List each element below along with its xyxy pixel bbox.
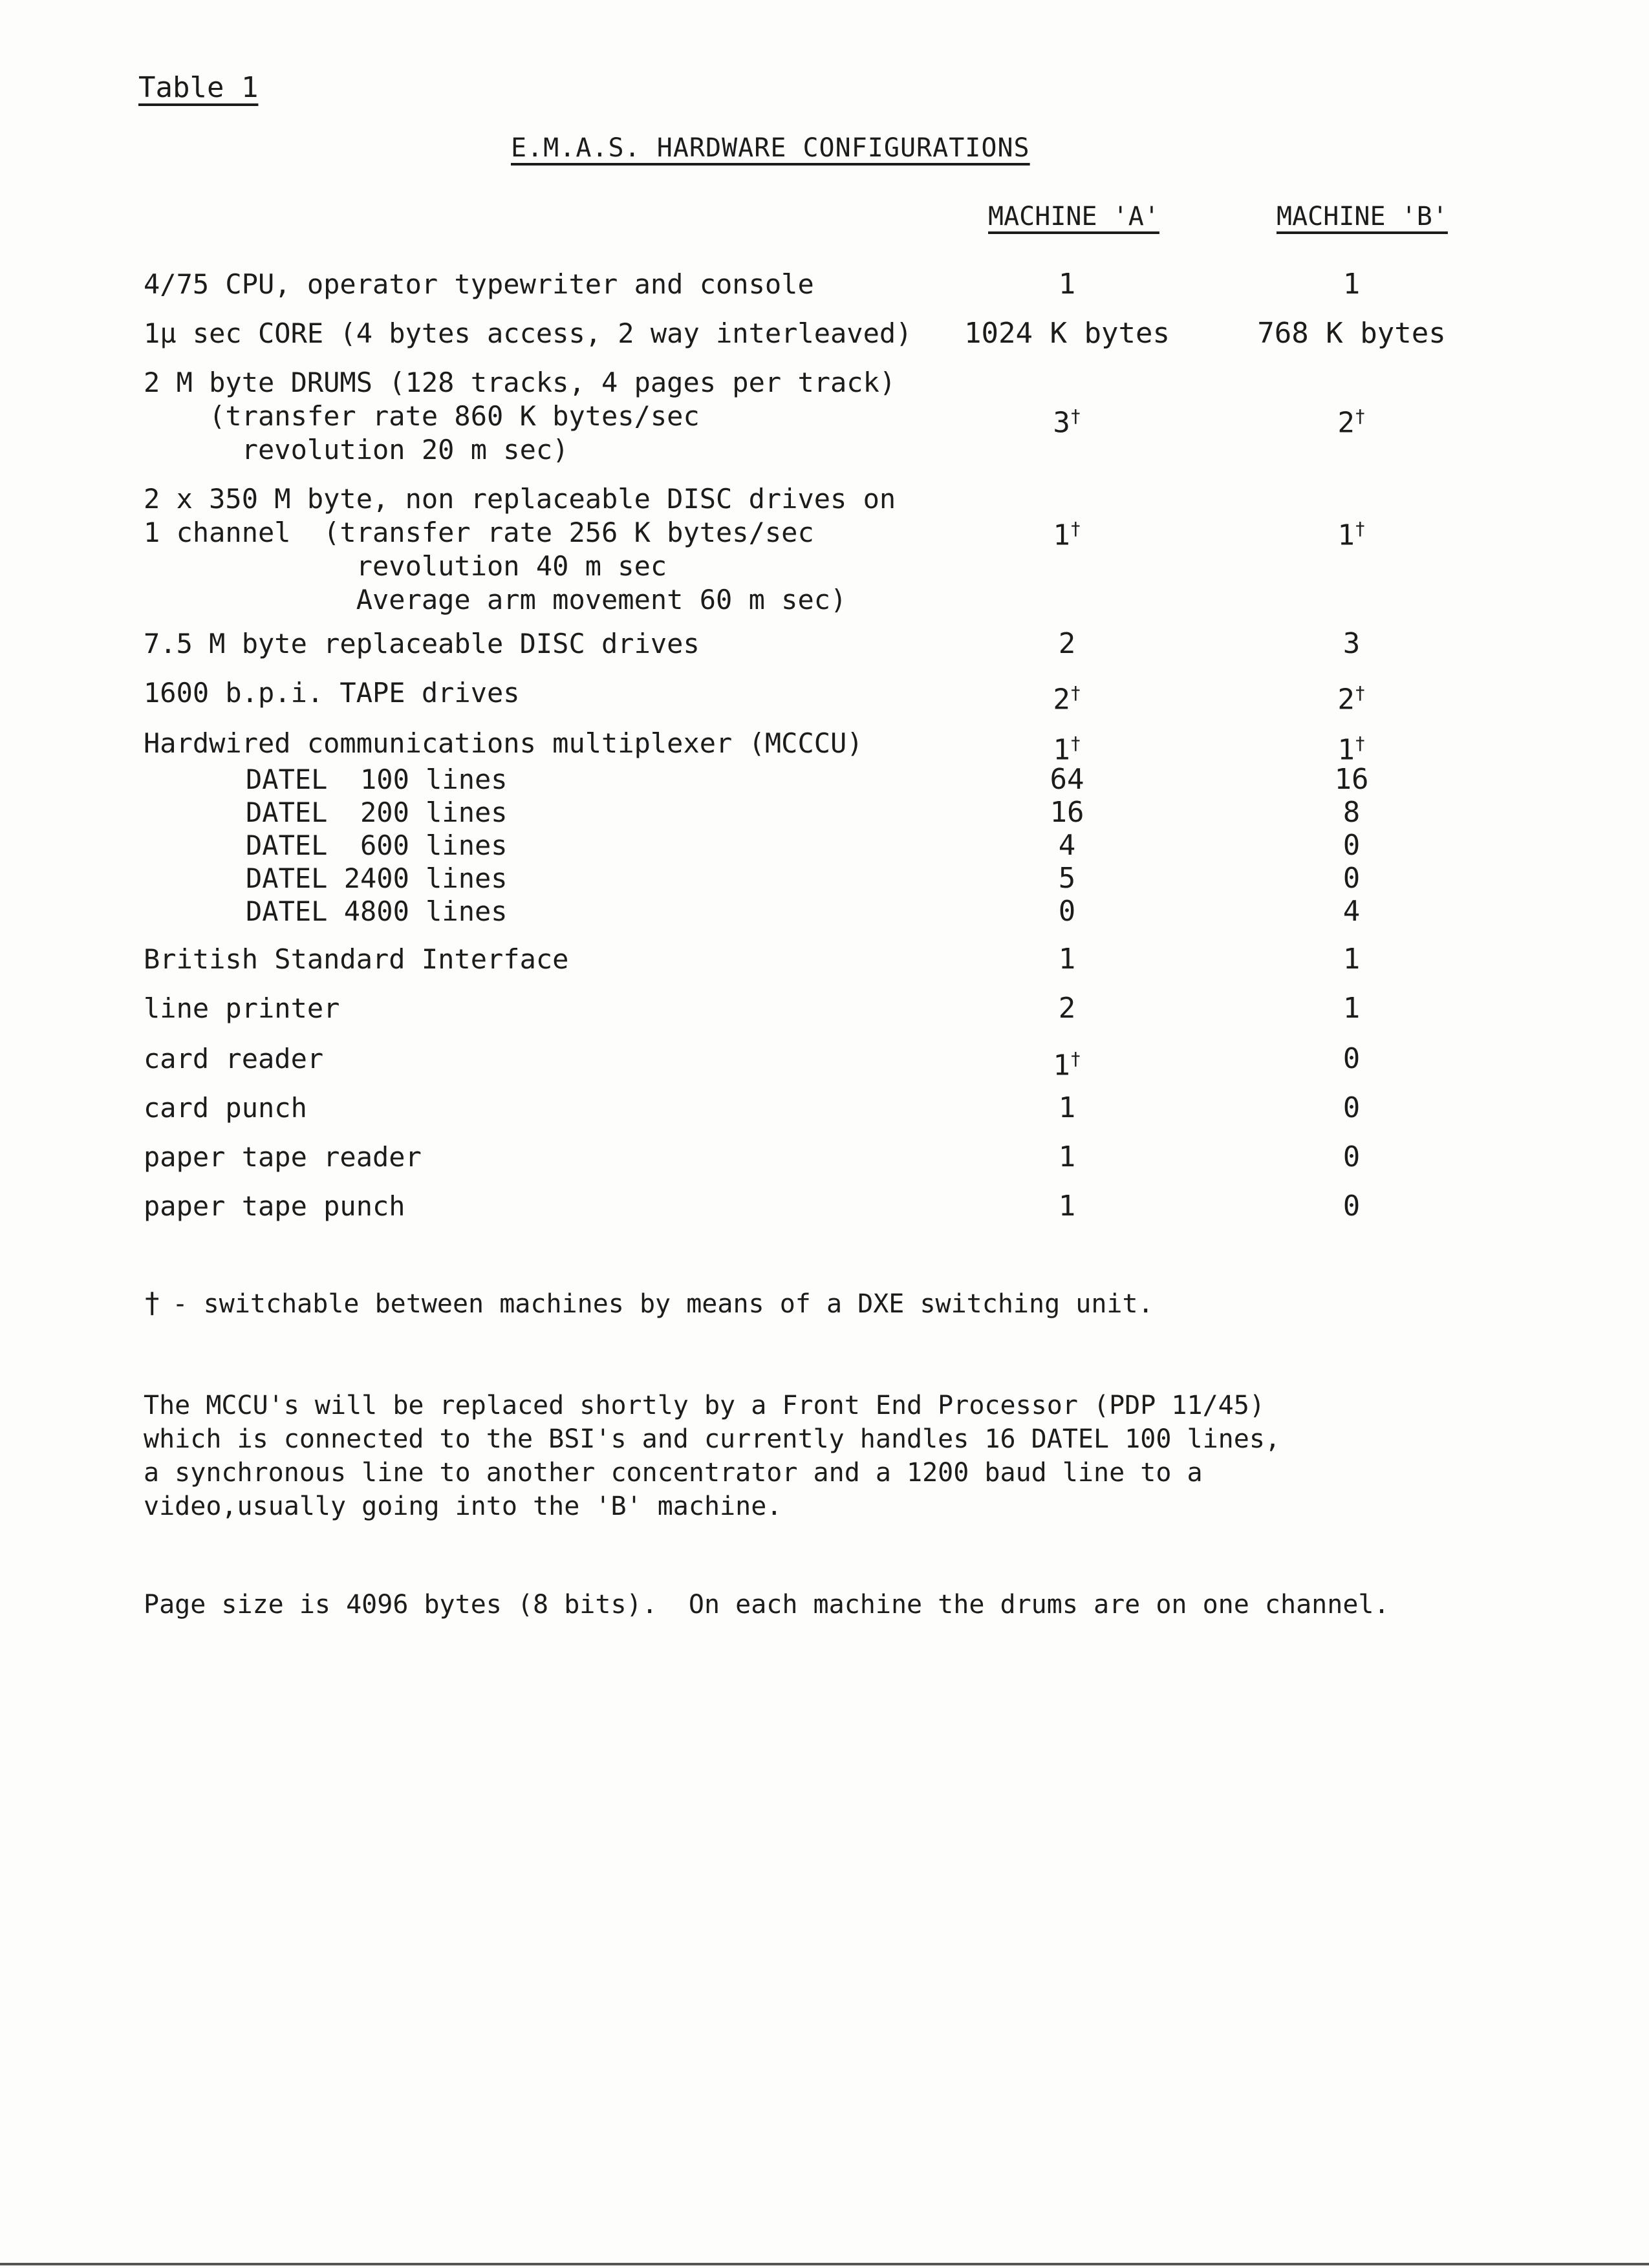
dagger-mark: † — [1070, 405, 1081, 427]
dagger-footnote — [144, 1287, 1566, 1321]
datel-label: DATEL 600 lines — [246, 829, 508, 861]
dagger-mark: † — [144, 1287, 161, 1320]
machine-a-value: 16 — [1050, 796, 1084, 829]
machine-a-value: 4 — [1058, 829, 1076, 862]
machine-b-value: 1 — [1342, 992, 1361, 1025]
machine-b-value: 0 — [1342, 1190, 1361, 1223]
footnote-text: - switchable between machines by means of a DXE switching unit. — [172, 1289, 1154, 1319]
row-label: paper tape reader — [144, 1141, 422, 1173]
machine-b-value: 0 — [1342, 1140, 1361, 1173]
machine-b-value: 1 — [1342, 943, 1361, 976]
machine-a-value: 0 — [1058, 895, 1076, 928]
machine-a-value: 1 — [1058, 1190, 1076, 1223]
machine-b-value: 4 — [1342, 895, 1361, 928]
row-label: 1600 b.p.i. TAPE drives — [144, 677, 520, 709]
dagger-mark: † — [1354, 682, 1366, 703]
machine-a-value: 1 — [1058, 1140, 1076, 1173]
row-label: Hardwired communications multiplexer (MCCCU) — [144, 727, 863, 759]
datel-label: DATEL 100 lines — [246, 764, 508, 795]
column-header-machine-b: MACHINE 'B' — [1277, 202, 1448, 231]
row-label: card reader — [144, 1043, 324, 1075]
machine-a-value: 64 — [1050, 763, 1084, 796]
dagger-mark: † — [1070, 1048, 1081, 1069]
machine-b-value: 0 — [1342, 862, 1361, 895]
dagger-mark: † — [1070, 518, 1081, 539]
machine-a-value: 1† — [1053, 1048, 1081, 1082]
machine-b-value: 3 — [1342, 627, 1361, 660]
row-label: 2 x 350 M byte, non replaceable DISC drives on 1 channel (transfer rate 256 K bytes/sec revolution 40 m sec Average arm movement 60 m sec) — [144, 483, 896, 615]
row-label: British Standard Interface — [144, 943, 569, 975]
machine-b-value: 0 — [1342, 1042, 1361, 1075]
machine-a-value: 1† — [1053, 733, 1081, 767]
machine-a-value: 1 — [1058, 943, 1076, 976]
row-label: 7.5 M byte replaceable DISC drives — [144, 628, 700, 659]
list-item — [0, 895, 1649, 928]
machine-b-value: 2† — [1337, 405, 1366, 440]
list-item — [0, 796, 1649, 829]
datel-label: DATEL 200 lines — [246, 797, 508, 828]
datel-label: DATEL 2400 lines — [246, 862, 508, 894]
row-label: 1µ sec CORE (4 bytes access, 2 way interleaved) — [144, 317, 912, 349]
list-item — [0, 829, 1649, 862]
machine-b-value: 8 — [1342, 796, 1361, 829]
dagger-mark: † — [1070, 733, 1081, 754]
machine-a-value: 1024 K bytes — [964, 317, 1170, 350]
page-edge-divider — [0, 2263, 1649, 2265]
machine-a-value: 3† — [1053, 405, 1081, 440]
machine-a-value: 1 — [1058, 1091, 1076, 1124]
machine-b-value: 768 K bytes — [1257, 317, 1446, 350]
document-title: E.M.A.S. HARDWARE CONFIGURATIONS — [511, 133, 1030, 163]
row-label: paper tape punch — [144, 1190, 405, 1222]
machine-a-value: 2† — [1053, 682, 1081, 716]
list-item — [0, 862, 1649, 895]
mccu-paragraph: The MCCU's will be replaced shortly by a Front End Processor (PDP 11/45) which is connected to the BSI's and currently handles 16 DATEL 100 lines, a synchronous line to another concentrator and a 1200 baud line to a video,usually going into the 'B' machine. — [144, 1391, 1280, 1521]
list-item — [0, 763, 1649, 796]
row-label: 2 M byte DRUMS (128 tracks, 4 pages per track) (transfer rate 860 K bytes/sec revolution 20 m sec) — [144, 367, 896, 465]
dagger-mark: † — [1070, 682, 1081, 703]
datel-label: DATEL 4800 lines — [246, 895, 508, 927]
row-label: 4/75 CPU, operator typewriter and console — [144, 268, 814, 300]
dagger-mark: † — [1354, 733, 1366, 754]
machine-a-value: 2 — [1058, 992, 1076, 1025]
machine-b-value: 1 — [1342, 268, 1361, 301]
machine-a-value: 5 — [1058, 862, 1076, 895]
machine-b-value: 0 — [1342, 1091, 1361, 1124]
machine-b-value: 2† — [1337, 682, 1366, 716]
page-size-note: Page size is 4096 bytes (8 bits). On each machine the drums are on one channel. — [144, 1590, 1390, 1620]
table-label: Table 1 — [138, 71, 259, 104]
machine-b-value: 16 — [1334, 763, 1369, 796]
row-label: card punch — [144, 1092, 307, 1124]
machine-a-value: 1 — [1058, 268, 1076, 301]
row-label: line printer — [144, 992, 340, 1024]
machine-b-value: 1† — [1337, 733, 1366, 767]
machine-a-value: 1† — [1053, 518, 1081, 552]
column-header-machine-a: MACHINE 'A' — [988, 202, 1159, 231]
dagger-mark: † — [1354, 518, 1366, 539]
machine-a-value: 2 — [1058, 627, 1076, 660]
machine-b-value: 0 — [1342, 829, 1361, 862]
datel-lines-list — [0, 763, 1649, 928]
dagger-mark: † — [1354, 405, 1366, 427]
machine-b-value: 1† — [1337, 518, 1366, 552]
